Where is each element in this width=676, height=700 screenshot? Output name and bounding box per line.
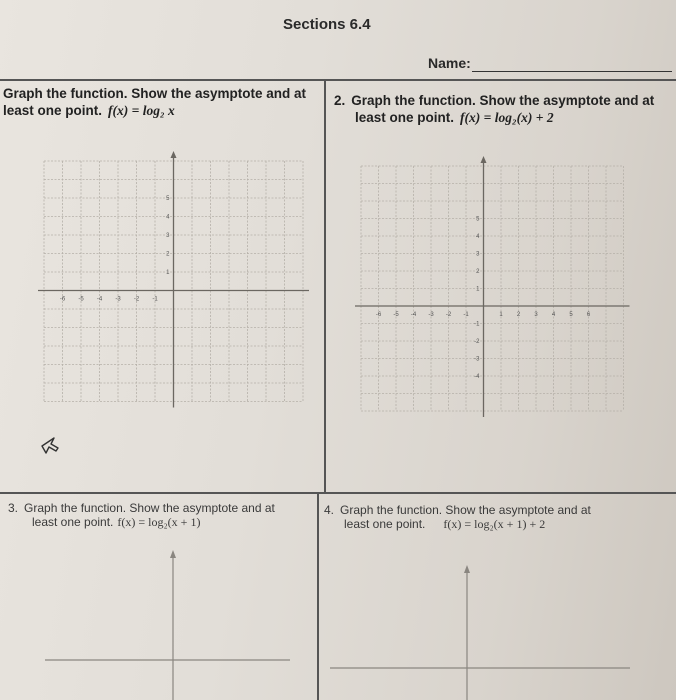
problem-4-formula: f(x) = log₂(x + 1) + 2	[443, 517, 546, 531]
name-label: Name:	[428, 55, 471, 71]
x-tick-label: -2	[445, 312, 452, 318]
problem-1-formula: f(x) = log₂ x	[108, 103, 175, 118]
name-blank-line[interactable]	[472, 71, 672, 72]
x-tick-label: -1	[463, 312, 469, 318]
problem-2-line1: 2. Graph the function. Show the asymptote and at	[334, 93, 655, 108]
problem-2	[334, 92, 654, 126]
x-tick-label: -5	[78, 296, 84, 303]
y-tick-label: 2	[166, 251, 170, 258]
y-tick-label: 1	[476, 286, 480, 293]
x-tick-label: -5	[393, 312, 399, 318]
x-tick-label: 4	[551, 312, 556, 318]
problem-1	[3, 85, 306, 119]
axis-4-y-arrow	[464, 565, 470, 573]
problem-2-formula: f(x) = log₂(x) + 2	[460, 110, 554, 125]
y-tick-label: 5	[166, 196, 170, 202]
y-tick-label: -3	[474, 356, 480, 363]
problem-4	[324, 503, 591, 531]
problem-3-formula: f(x) = log₂(x + 1)	[117, 515, 201, 529]
y-tick-label: 1	[166, 270, 170, 276]
x-tick-label: 2	[516, 312, 521, 318]
axis-3-y-arrow	[170, 550, 176, 558]
y-tick-label: 4	[166, 214, 170, 221]
table-top-border	[0, 79, 676, 81]
graph-grid-1[interactable]	[38, 155, 308, 407]
problem-2-number: 2.	[334, 93, 346, 108]
graph-axes-3[interactable]	[40, 550, 290, 700]
x-tick-label: -6	[375, 312, 382, 318]
x-tick-label: -6	[59, 296, 66, 303]
problem-4-line2: least one point. f(x) = log₂(x + 1) + 2	[344, 517, 546, 531]
x-tick-label: -1	[152, 296, 158, 303]
problem-3-line2: least one point. f(x) = log₂(x + 1)	[32, 515, 201, 529]
problem-4-number: 4.	[324, 503, 335, 517]
x-tick-label: 1	[499, 312, 503, 318]
graph-axes-4[interactable]	[330, 565, 630, 700]
problem-4-line1: 4. Graph the function. Show the asymptote and at	[324, 503, 591, 517]
x-tick-label: 5	[569, 312, 573, 318]
problem-1-line1: Graph the function. Show the asymptote and at	[3, 86, 307, 101]
y-tick-label: 2	[476, 269, 480, 275]
x-tick-label: 6	[586, 312, 591, 318]
y-tick-label: 3	[166, 233, 170, 239]
y-tick-label: 3	[476, 251, 480, 258]
graph-grid-2[interactable]	[355, 160, 631, 430]
problem-3	[8, 501, 275, 529]
problem-3-number: 3.	[8, 501, 19, 515]
problem-2-line2: least one point. f(x) = log₂(x) + 2	[355, 110, 554, 125]
x-tick-label: -2	[133, 296, 140, 303]
table-middle-divider	[0, 492, 676, 494]
table-vertical-divider-top	[324, 80, 326, 493]
x-tick-label: 3	[534, 312, 538, 318]
table-vertical-divider-bottom	[317, 493, 319, 700]
problem-1-line2: least one point. f(x) = log₂ x	[3, 103, 175, 118]
mouse-cursor-icon	[40, 436, 60, 458]
worksheet-title: Sections 6.4	[283, 16, 371, 33]
y-axis-arrow	[171, 151, 177, 158]
x-tick-label: -4	[96, 296, 103, 303]
problem-3-line1: 3. Graph the function. Show the asymptote and at	[8, 501, 275, 515]
y-tick-label: -2	[474, 339, 480, 345]
y-tick-label: 5	[476, 216, 480, 223]
y-tick-label: -1	[474, 321, 480, 328]
x-tick-label: -4	[410, 312, 417, 318]
y-tick-label: 4	[476, 234, 480, 240]
x-tick-label: -3	[115, 296, 121, 303]
y-axis-arrow	[481, 156, 487, 163]
x-tick-label: -3	[428, 312, 434, 318]
y-tick-label: -4	[474, 374, 480, 380]
